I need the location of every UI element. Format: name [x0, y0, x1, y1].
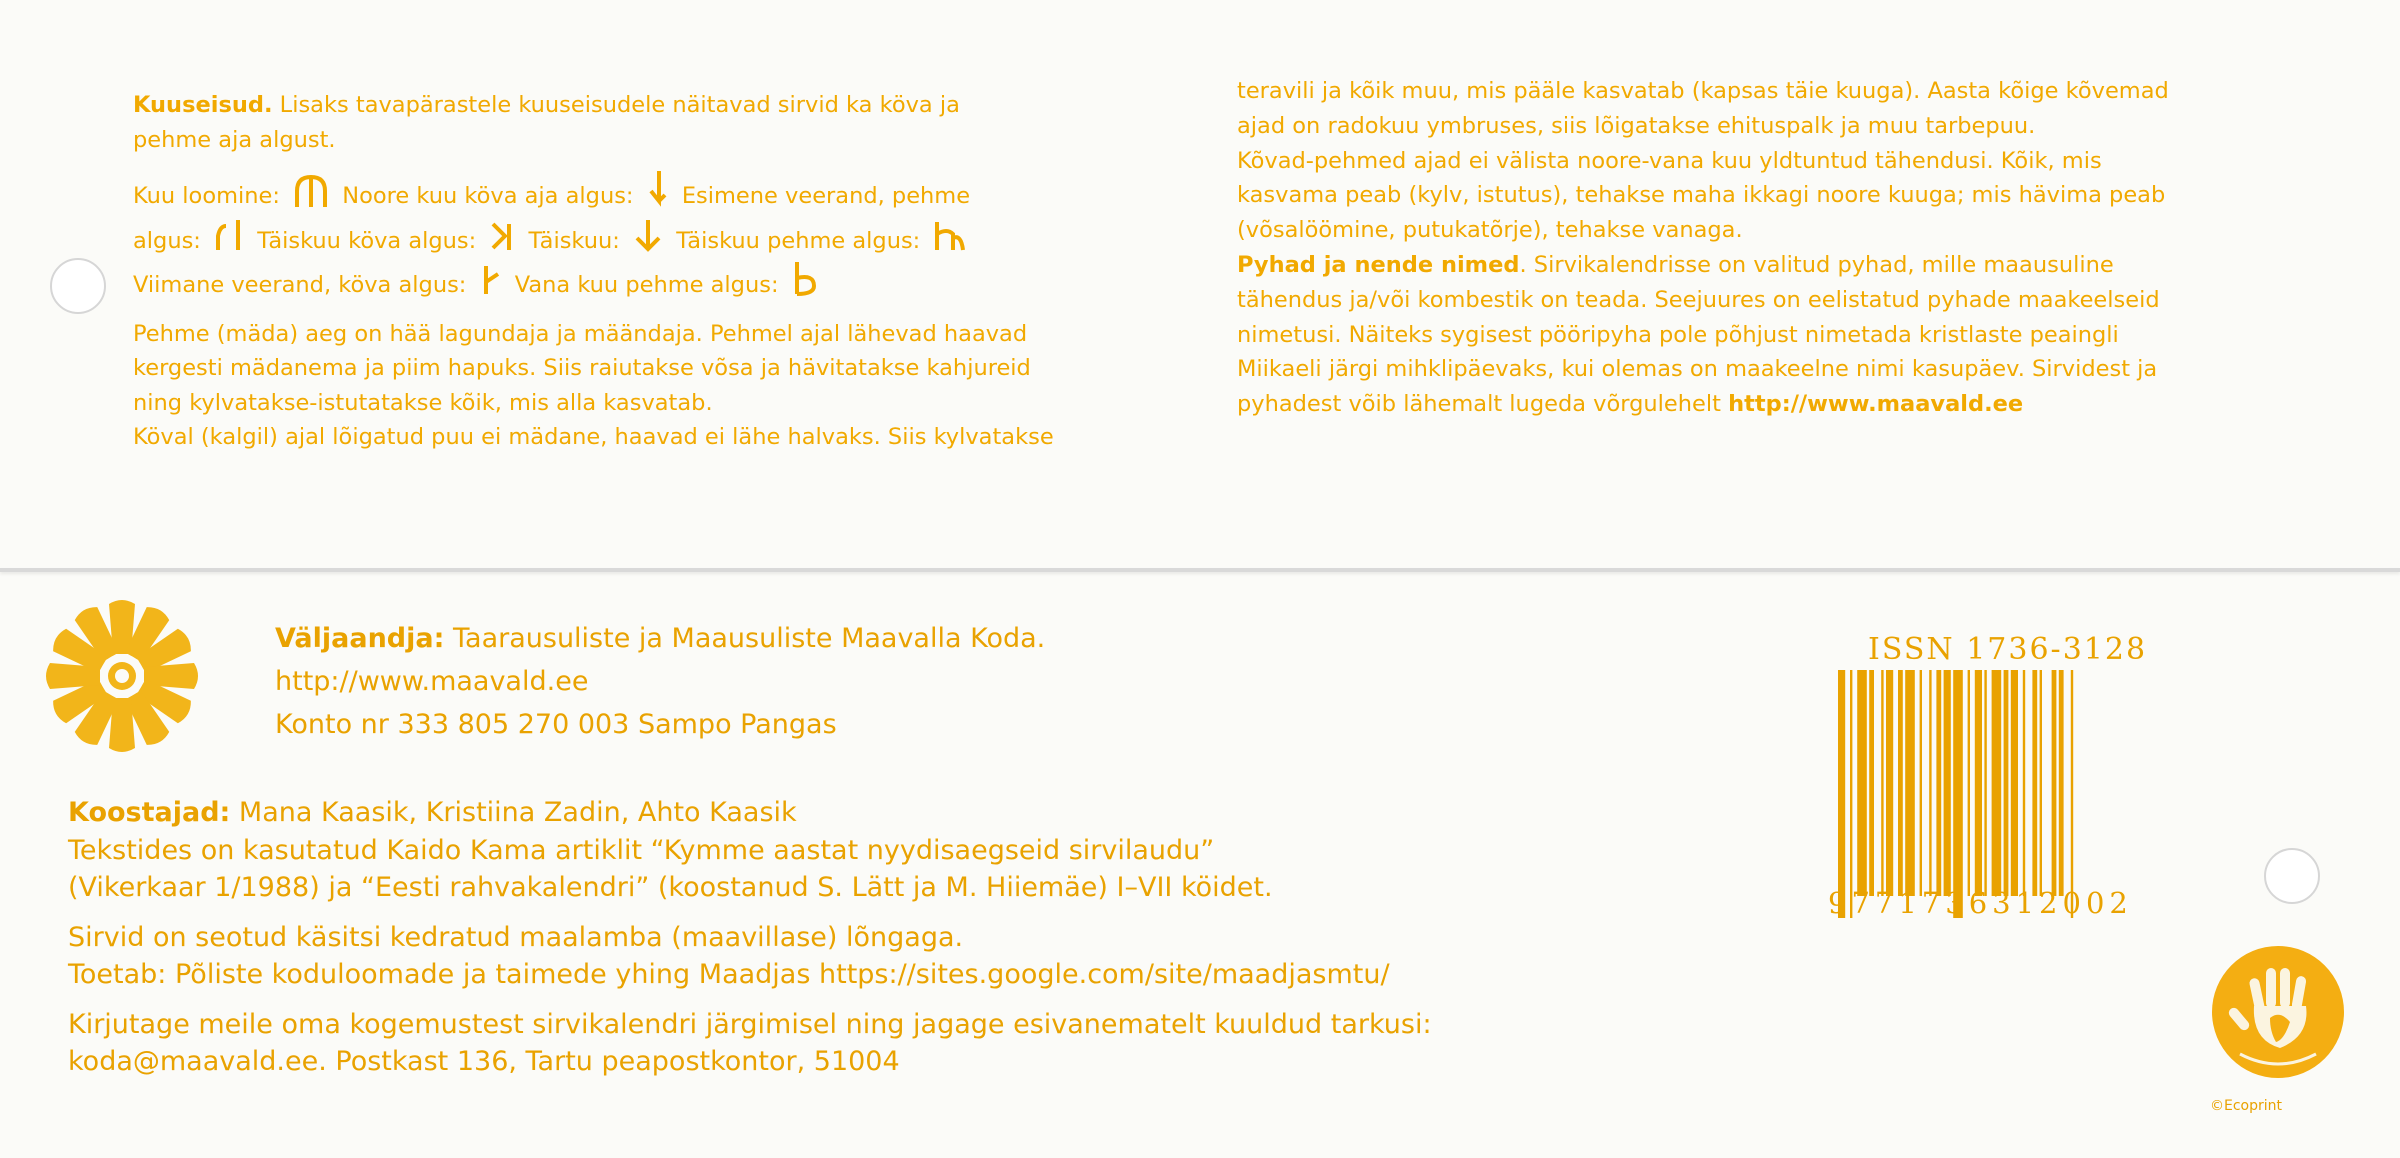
- right-line-5: (võsalöömine, putukatõrje), tehakse vanaga.: [1237, 217, 1743, 244]
- string-hole-right: [2264, 848, 2320, 904]
- moon-intro-1: Lisaks tavapärastele kuuseisudele näitavad sirvid ka köva ja: [272, 92, 960, 118]
- holidays-line-3: nimetusi. Näiteks sygisest pööripyha pole põhjust nimetada kristlaste peaingli: [1237, 321, 2119, 348]
- ecoprint-credit: ©Ecoprint: [2210, 1098, 2283, 1114]
- full-soft-rune-icon: [931, 220, 967, 252]
- last-quarter-rune-icon: [478, 264, 504, 296]
- hard-soft-times-section: [1237, 74, 2169, 422]
- full-hard-rune-icon: [487, 220, 517, 252]
- new-moon-rune-icon: [291, 173, 331, 207]
- hand-stamp-logo-icon: [2210, 944, 2346, 1080]
- publisher-block: [275, 617, 1045, 746]
- soft-time-line-1: Pehme (mäda) aeg on hää lagundaja ja määndaja. Pehmel ajal lähevad haavad: [133, 320, 1028, 347]
- phase-first-quarter-label: Esimene veerand, pehme: [681, 183, 971, 209]
- credits-contact-2: koda@maavald.ee. Postkast 136, Tartu peapostkontor, 51004: [68, 1046, 900, 1077]
- publisher-name: Taarausuliste ja Maausuliste Maavalla Koda.: [444, 623, 1046, 654]
- sun-rosette-logo-icon: [42, 596, 202, 756]
- soft-time-line-2: kergesti mädanema ja piim hapuks. Siis raiutakse võsa ja hävitatakse kahjureid: [133, 355, 1031, 381]
- holidays-line-4: Miikaeli järgi mihklipäevaks, kui olemas on maakeelne nimi kasupäev. Sirvidest ja: [1237, 356, 2158, 383]
- publisher-url[interactable]: http://www.maavald.ee: [275, 666, 589, 697]
- right-line-3: Kõvad-pehmed ajad ei välista noore-vana kuu yldtuntud tähendusi. Kõik, mis: [1237, 147, 2102, 174]
- credits-sources-1: Tekstides on kasutatud Kaido Kama artiklit “Kymme aastat nyydisaegseid sirvilaudu”: [68, 834, 1215, 866]
- publisher-label: Väljaandja:: [275, 623, 445, 654]
- barcode-digits: 9771736312002: [1828, 886, 2133, 920]
- credits-support: Toetab: Põliste koduloomade ja taimede yhing Maadjas https://sites.google.com/site/maadjasmtu/: [68, 959, 1390, 990]
- phase-soft-start-label: algus:: [133, 227, 201, 254]
- credits-names: Mana Kaasik, Kristiina Zadin, Ahto Kaasik: [230, 797, 797, 828]
- phase-young-hard-label: Noore kuu köva aja algus:: [342, 183, 634, 209]
- credits-contact-1: Kirjutage meile oma kogemustest sirvikalendri järgimisel ning jagage esivanematelt kuuldud tarkusi:: [68, 1008, 1432, 1040]
- holidays-line-1: . Sirvikalendrisse on valitud pyhad, mille maausuline: [1519, 251, 2114, 278]
- fold-line: [0, 568, 2400, 572]
- credits-binding: Sirvid on seotud käsitsi kedratud maalamba (maavillase) lõngaga.: [68, 921, 964, 953]
- full-moon-rune-icon: [631, 218, 665, 252]
- moon-phases-section: [133, 88, 1054, 455]
- publisher-account: Konto nr 333 805 270 003 Sampo Pangas: [275, 709, 837, 740]
- moon-intro-2: pehme aja algust.: [133, 126, 336, 153]
- credits-label: Koostajad:: [68, 797, 231, 828]
- right-line-4: kasvama peab (kylv, istutus), tehakse maha ikkagi noore kuuga; mis hävima peab: [1237, 182, 2166, 209]
- old-moon-rune-icon: [790, 260, 820, 296]
- phase-last-quarter-label: Viimane veerand, köva algus:: [133, 272, 467, 298]
- issn-label: ISSN 1736-3128: [1868, 632, 2148, 667]
- phase-full-soft-label: Täiskuu pehme algus:: [676, 227, 921, 254]
- string-hole-left: [50, 258, 106, 314]
- barcode-icon: [1838, 670, 2158, 918]
- phase-full-hard-label: Täiskuu köva algus:: [257, 227, 477, 254]
- phase-new-moon-label: Kuu loomine:: [133, 183, 280, 209]
- holidays-heading: Pyhad ja nende nimed: [1237, 251, 1520, 278]
- phase-old-soft-label: Vana kuu pehme algus:: [514, 272, 779, 298]
- holidays-line-2: tähendus ja/või kombestik on teada. Seejuures on eelistatud pyhade maakeelseid: [1237, 286, 2160, 313]
- young-hard-rune-icon: [645, 169, 671, 207]
- soft-time-line-3: ning kylvatakse-istutatakse kõik, mis alla kasvatab.: [133, 389, 713, 416]
- website-link[interactable]: http://www.maavald.ee: [1728, 391, 2024, 418]
- first-quarter-rune-icon: [212, 218, 246, 252]
- phase-full-label: Täiskuu:: [528, 227, 620, 254]
- credits-sources-2: (Vikerkaar 1/1988) ja “Eesti rahvakalendri” (koostanud S. Lätt ja M. Hiiemäe) I–VII köidet.: [68, 872, 1273, 903]
- credits-block: [68, 794, 1432, 1081]
- moon-heading: Kuuseisud.: [133, 92, 273, 118]
- holidays-line-5: pyhadest võib lähemalt lugeda võrgulehelt: [1237, 391, 1729, 418]
- right-line-2: ajad on radokuu ymbruses, siis lõigatakse ehituspalk ja muu tarbepuu.: [1237, 112, 2036, 139]
- right-line-1: teravili ja kõik muu, mis pääle kasvatab (kapsas täie kuuga). Aasta kõige kõvemad: [1237, 78, 2169, 104]
- hard-time-line-1: Köval (kalgil) ajal lõigatud puu ei mädane, haavad ei lähe halvaks. Siis kylvatakse: [133, 424, 1054, 450]
